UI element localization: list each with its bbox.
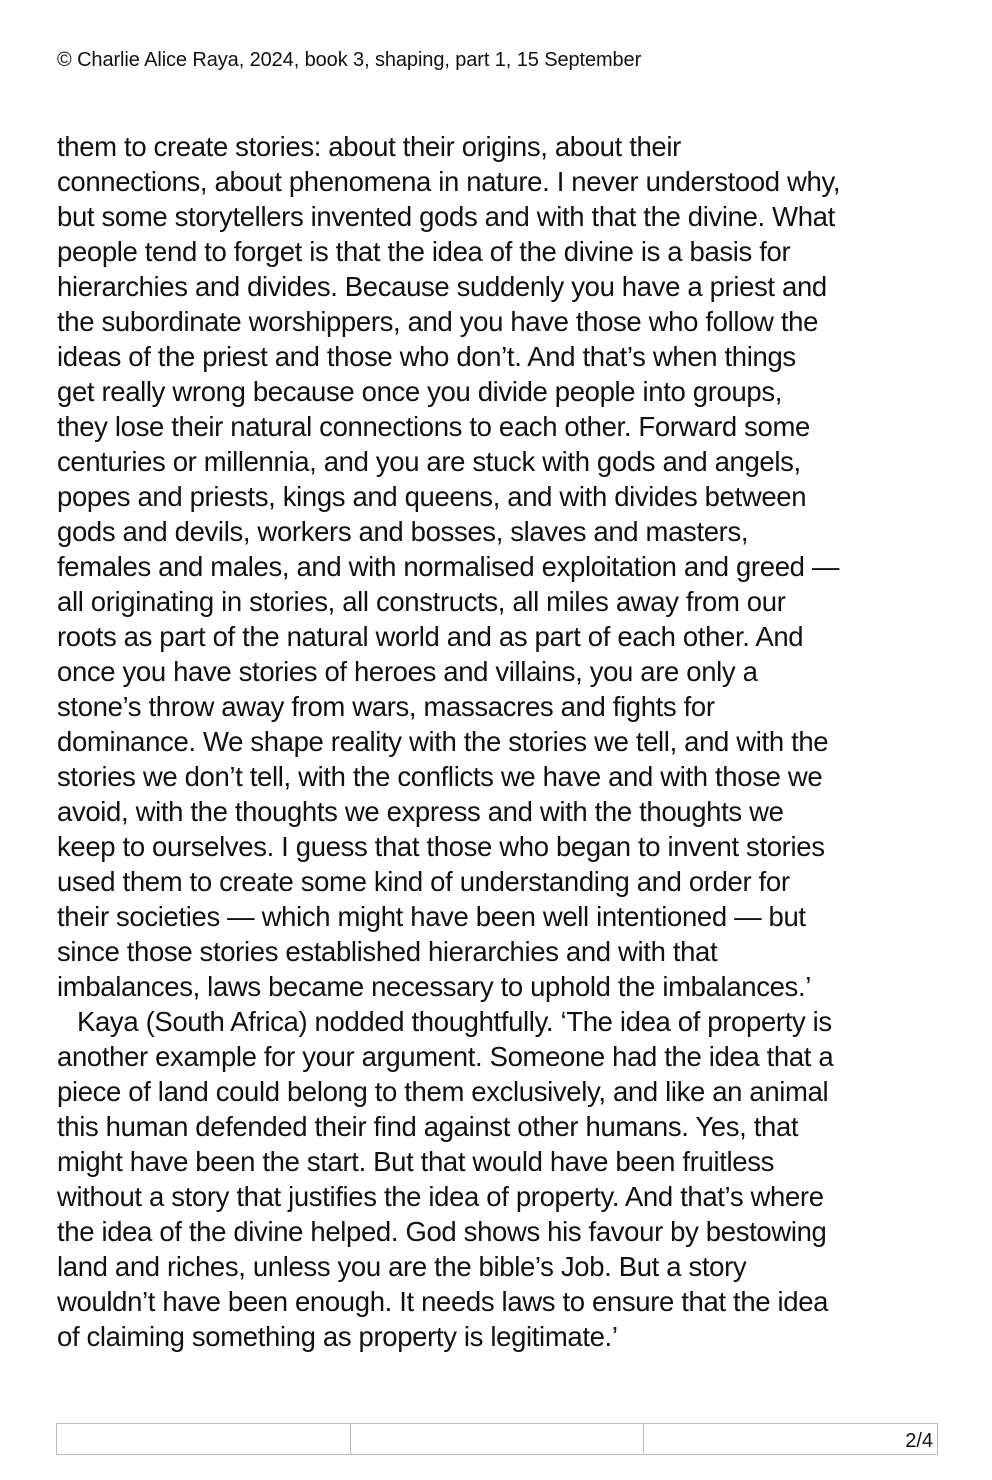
body-text (57, 129, 942, 1354)
footer-cell-center (351, 1424, 645, 1454)
footer-cell-left (57, 1424, 351, 1454)
page-footer (56, 1423, 938, 1455)
paragraph: Kaya (South Africa) nodded thoughtfully. ‘The idea of property is another example for your argument. Someone had the idea that a piece of land could belong to them exclusively, and like an animal this human defended their find against other humans. Yes, that might have been the start. But that would have been fruitless without a story that justifies the idea of property. And that’s where the idea of the divine helped. God shows his favour by bestowing land and riches, unless you are the bible’s Job. But a story wouldn’t have been enough. It needs laws to ensure that the idea of claiming something as property is legitimate.’ (57, 1006, 834, 1352)
footer-cell-right (644, 1424, 937, 1454)
copyright-header: © Charlie Alice Raya, 2024, book 3, shaping, part 1, 15 September (57, 49, 642, 71)
page-number: 2/4 (905, 1430, 934, 1452)
paragraph: them to create stories: about their origins, about their connections, about phenomena in nature. I never understood why, but some storytellers invented gods and with that the divine. What people tend to forget is that the idea of the divine is a basis for hierarchies and divides. Because suddenly you have a priest and the subordinate worshippers, and you have those who follow the ideas of the priest and those who don’t. And that’s when things get really wrong because once you divide people into groups, they lose their natural connections to each other. Forward some centuries or millennia, and you are stuck with gods and angels, popes and priests, kings and queens, and with divides between gods and devils, workers and bosses, slaves and masters, females and males, and with normalised exploitation and greed — all originating in stories, all constructs, all miles away from our roots as part of the natural world and as part of each other. And once you have stories of heroes and villains, you are only a stone’s throw away from wars, massacres and fights for dominance. We shape reality with the stories we tell, and with the stories we don’t tell, with the conflicts we have and with those we avoid, with the thoughts we express and with the thoughts we keep to ourselves. I guess that those who began to invent stories used them to create some kind of understanding and order for their societies — which might have been well intentioned — but since those stories established hierarchies and with that imbalances, laws became necessary to uphold the imbalances.’ (57, 131, 841, 1002)
